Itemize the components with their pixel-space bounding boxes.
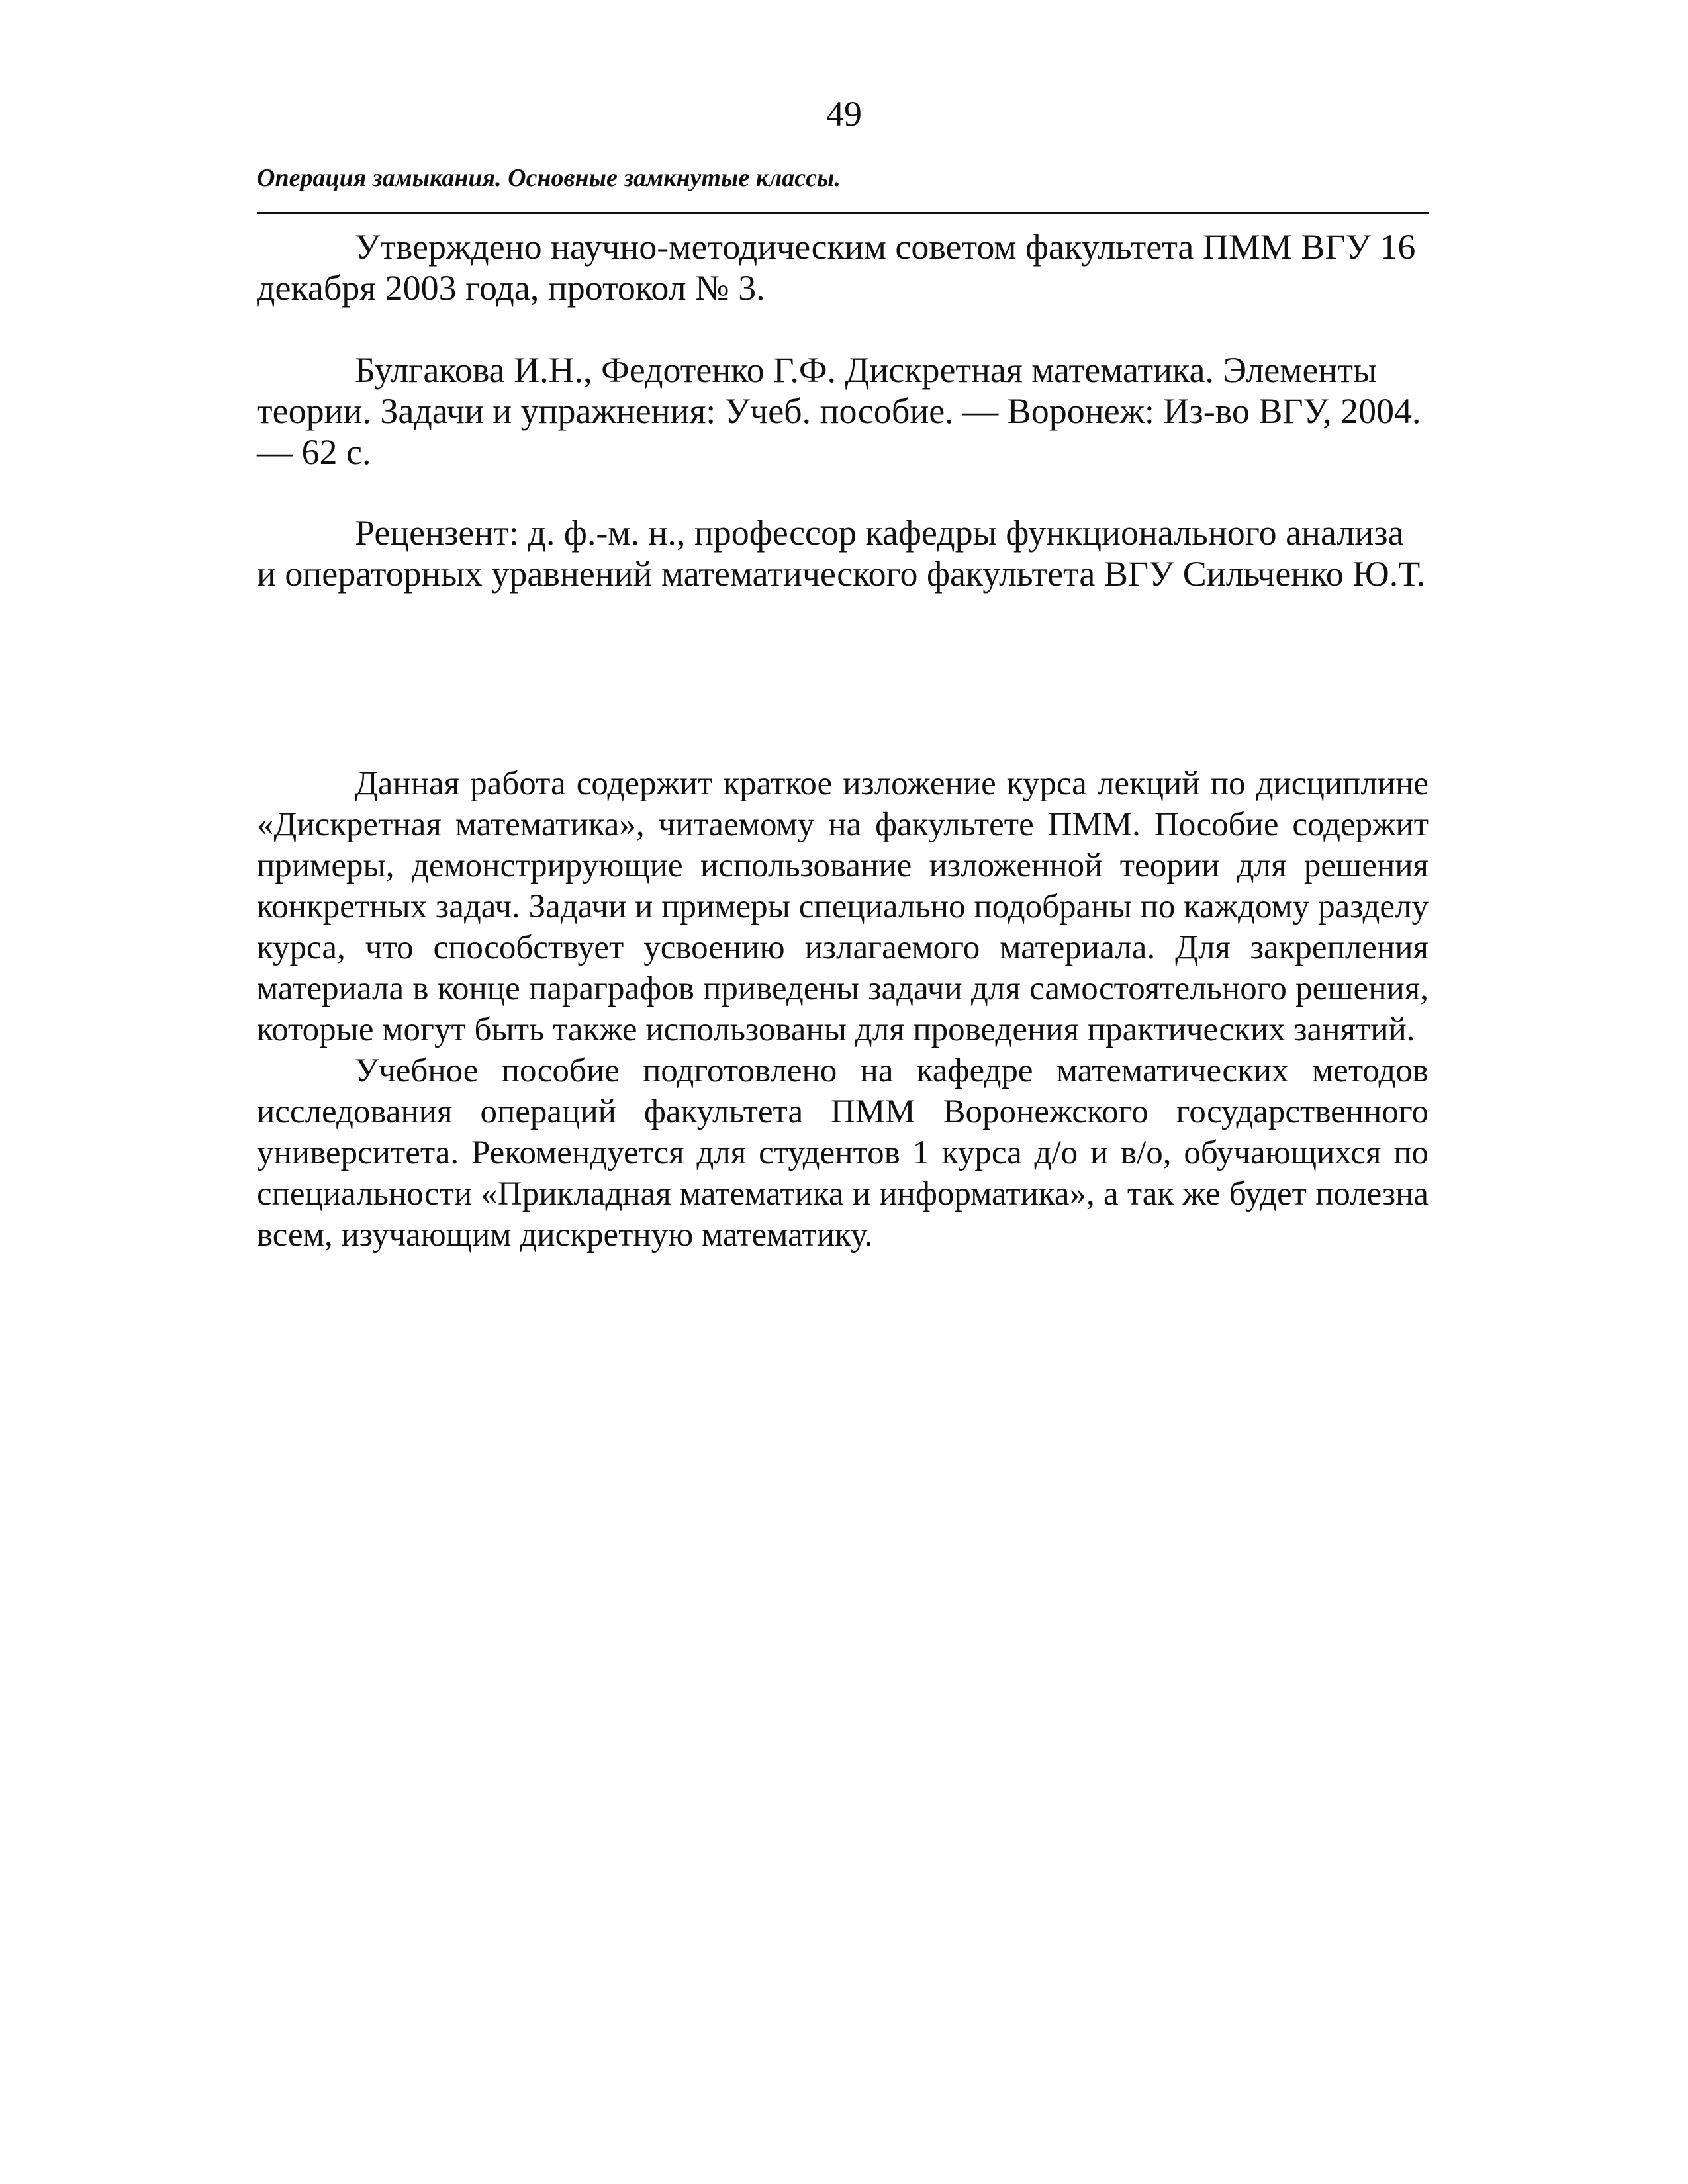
reviewer-note: [257, 512, 1429, 594]
citation-text: Булгакова И.Н., Федотенко Г.Ф. Дискретная математика. Элементы теории. Задачи и упражнения: Учеб. пособие. — Воронеж: Из-во ВГУ, 2004. — 62 с.: [257, 350, 1421, 472]
abstract-paragraph: Данная работа содержит краткое изложение курса лекций по дисциплине «Дискретная математика», читаемому на факультете ПММ. Пособие содержит примеры, демонстрирующие использование изложенной теории для решения конкретных задач. Задачи и примеры специально подобраны по каждому разделу курса, что способствует усвоению излагаемого материала. Для закрепления материала в конце параграфов приведены задачи для самостоятельного решения, которые могут быть также использованы для проведения практических занятий.: [257, 765, 1429, 1048]
approval-text: Утверждено научно-методическим советом факультета ПММ ВГУ 16 декабря 2003 года, протокол № 3.: [257, 227, 1416, 308]
reviewer-text: Рецензент: д. ф.-м. н., профессор кафедры функционального анализа и операторных уравнений математического факультета ВГУ Сильченко Ю.Т.: [257, 513, 1426, 594]
approval-note: [257, 226, 1429, 308]
page-number: 49: [826, 94, 862, 134]
bibliographic-citation: [257, 349, 1429, 473]
running-header: Операция замыкания. Основные замкнутые классы.: [257, 164, 841, 192]
abstract: [257, 763, 1429, 1255]
header-divider: [257, 212, 1429, 214]
abstract-paragraph: Учебное пособие подготовлено на кафедре математических методов исследования операций факультета ПММ Воронежского государственного университета. Рекомендуется для студентов 1 курса д/о и в/о, обучающихся по специальности «Прикладная математика и информатика», а так же будет полезна всем, изучающим дискретную математику.: [257, 1052, 1429, 1253]
